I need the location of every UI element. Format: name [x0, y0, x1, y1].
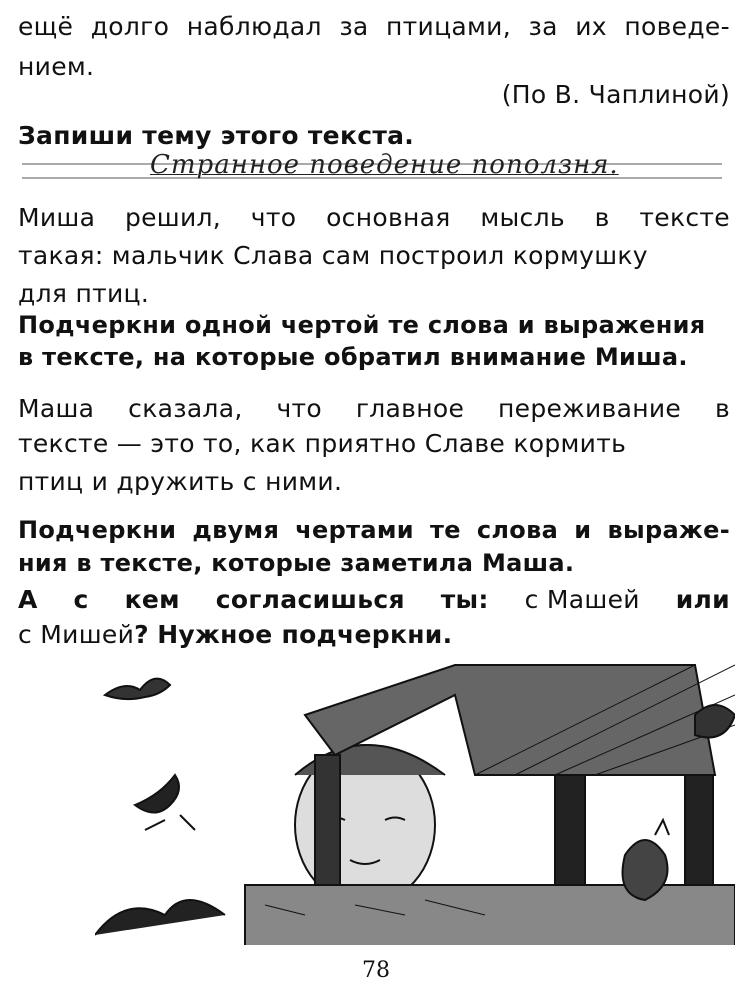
- word: Маша: [18, 394, 95, 423]
- word: Миша: [18, 203, 96, 232]
- word: ты:: [440, 585, 489, 614]
- masha-line-1: [18, 396, 730, 421]
- word: с: [524, 585, 539, 614]
- word: их: [575, 12, 607, 41]
- word: выраже-: [607, 516, 730, 544]
- word: Подчеркни: [18, 516, 177, 544]
- word: согласишься: [215, 585, 405, 614]
- word: поведе-: [624, 12, 730, 41]
- task-write-topic: Запиши тему этого текста.: [18, 121, 415, 150]
- word: слова: [476, 516, 559, 544]
- word: те: [429, 516, 461, 544]
- text-line-1: [18, 14, 730, 39]
- word: наблюдал: [186, 12, 322, 41]
- masha-line-3: птиц и дружить с ними.: [18, 467, 343, 496]
- word: с: [73, 585, 89, 614]
- word: решил,: [124, 203, 222, 232]
- word: за: [528, 12, 558, 41]
- word: в: [594, 203, 610, 232]
- word: что: [276, 394, 322, 423]
- misha-line-3: для птиц.: [18, 279, 150, 308]
- word: птицами,: [386, 12, 511, 41]
- task-underline-two: [18, 518, 730, 542]
- word: или: [675, 585, 730, 614]
- word: А: [18, 585, 38, 614]
- birdhouse-illustration: [95, 655, 735, 945]
- task-underline-one: Подчеркни одной чертой те слова и выражения: [18, 311, 706, 339]
- misha-line-1: [18, 205, 730, 230]
- question-line-2: [18, 622, 730, 647]
- word: в: [714, 394, 730, 423]
- attribution: (По В. Чаплиной): [501, 80, 730, 109]
- word: и: [574, 516, 592, 544]
- task-underline-one-2: в тексте, на которые обратил внимание Миша.: [18, 343, 688, 371]
- word: сказала,: [128, 394, 243, 423]
- word: что: [250, 203, 297, 232]
- instruction: Нужное подчеркни.: [157, 620, 453, 649]
- word: переживание: [498, 394, 682, 423]
- handwritten-answer: Странное поведение поползня.: [150, 150, 619, 180]
- question-line-1: [18, 587, 730, 612]
- question-mark: ?: [134, 620, 149, 649]
- word: Машей: [546, 585, 640, 614]
- answer-line: [22, 148, 722, 194]
- masha-line-2: тексте — это то, как приятно Славе кормить: [18, 429, 627, 458]
- word: долго: [90, 12, 170, 41]
- word: двумя: [192, 516, 280, 544]
- misha-line-2: такая: мальчик Слава сам построил кормушку: [18, 241, 648, 270]
- word: основная: [326, 203, 451, 232]
- word: главное: [355, 394, 465, 423]
- word: мысль: [480, 203, 565, 232]
- page-number: 78: [362, 958, 390, 983]
- word: тексте: [639, 203, 730, 232]
- word: ещё: [18, 12, 74, 41]
- word: чертами: [295, 516, 414, 544]
- text-line-2: нием.: [18, 52, 95, 81]
- word: кем: [124, 585, 180, 614]
- word: за: [339, 12, 369, 41]
- word: [525, 587, 640, 612]
- task-underline-two-2: ния в тексте, которые заметила Маша.: [18, 549, 575, 577]
- option-misha: с Мишей: [18, 620, 135, 649]
